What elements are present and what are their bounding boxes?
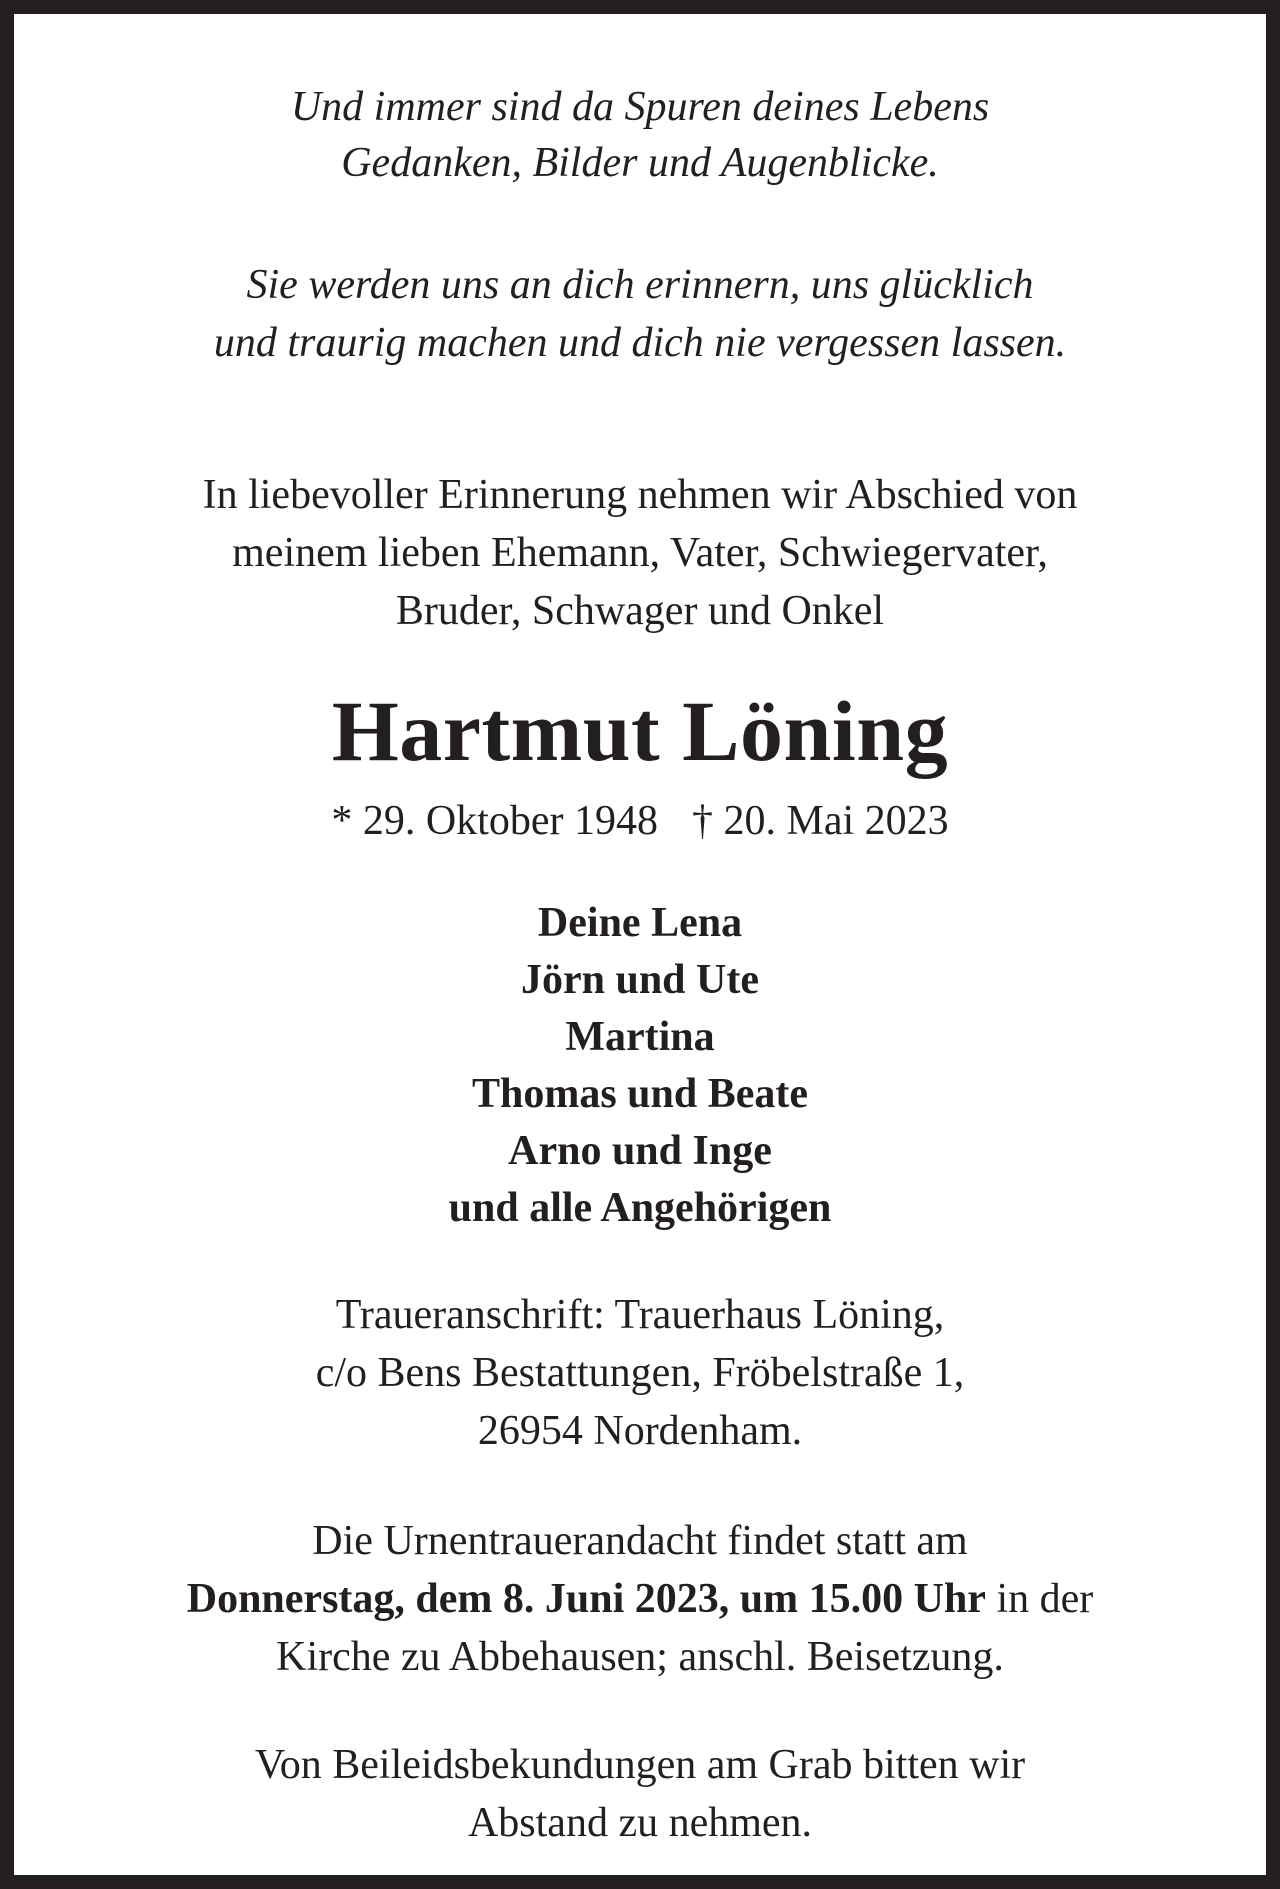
intro-line: In liebevoller Erinnerung nehmen wir Abschied von xyxy=(202,472,1078,518)
service-location-prefix: in der xyxy=(985,1576,1094,1622)
mourner-name: Arno und Inge xyxy=(508,1128,772,1174)
intro-line: Bruder, Schwager und Onkel xyxy=(395,588,885,634)
mourner-name: Martina xyxy=(565,1014,715,1060)
poem-line: Gedanken, Bilder und Augenblicke. xyxy=(341,140,939,186)
poem-line: Sie werden uns an dich erinnern, uns glücklich xyxy=(246,262,1034,308)
birth-date: * 29. Oktober 1948 xyxy=(331,798,658,844)
address-line: c/o Bens Bestattungen, Fröbelstraße 1, xyxy=(315,1350,965,1396)
obituary-content xyxy=(28,28,1252,1861)
request-line: Von Beileidsbekundungen am Grab bitten wir xyxy=(254,1742,1026,1788)
death-date: † 20. Mai 2023 xyxy=(691,798,949,844)
request-line: Abstand zu nehmen. xyxy=(467,1800,813,1846)
service-datetime: Donnerstag, dem 8. Juni 2023, um 15.00 Uhr xyxy=(186,1576,986,1622)
life-dates xyxy=(28,800,1252,842)
mourner-name: Jörn und Ute xyxy=(520,957,760,1003)
address-line: Traueranschrift: Trauerhaus Löning, xyxy=(335,1292,945,1338)
intro-line: meinem lieben Ehemann, Vater, Schwiegervater, xyxy=(232,530,1048,576)
service-line: Kirche zu Abbehausen; anschl. Beisetzung. xyxy=(276,1634,1004,1680)
deceased-name: Hartmut Löning xyxy=(331,683,949,779)
mourner-name: Deine Lena xyxy=(537,900,743,946)
mourner-name: Thomas und Beate xyxy=(471,1071,809,1117)
mourner-name: und alle Angehörigen xyxy=(448,1185,832,1231)
service-line: Die Urnentrauerandacht findet statt am xyxy=(312,1518,968,1564)
poem-line: und traurig machen und dich nie vergessen lassen. xyxy=(213,320,1067,366)
address-line: 26954 Nordenham. xyxy=(477,1408,803,1454)
poem-line: Und immer sind da Spuren deines Lebens xyxy=(290,84,990,130)
service-datetime-line xyxy=(28,1578,1252,1620)
